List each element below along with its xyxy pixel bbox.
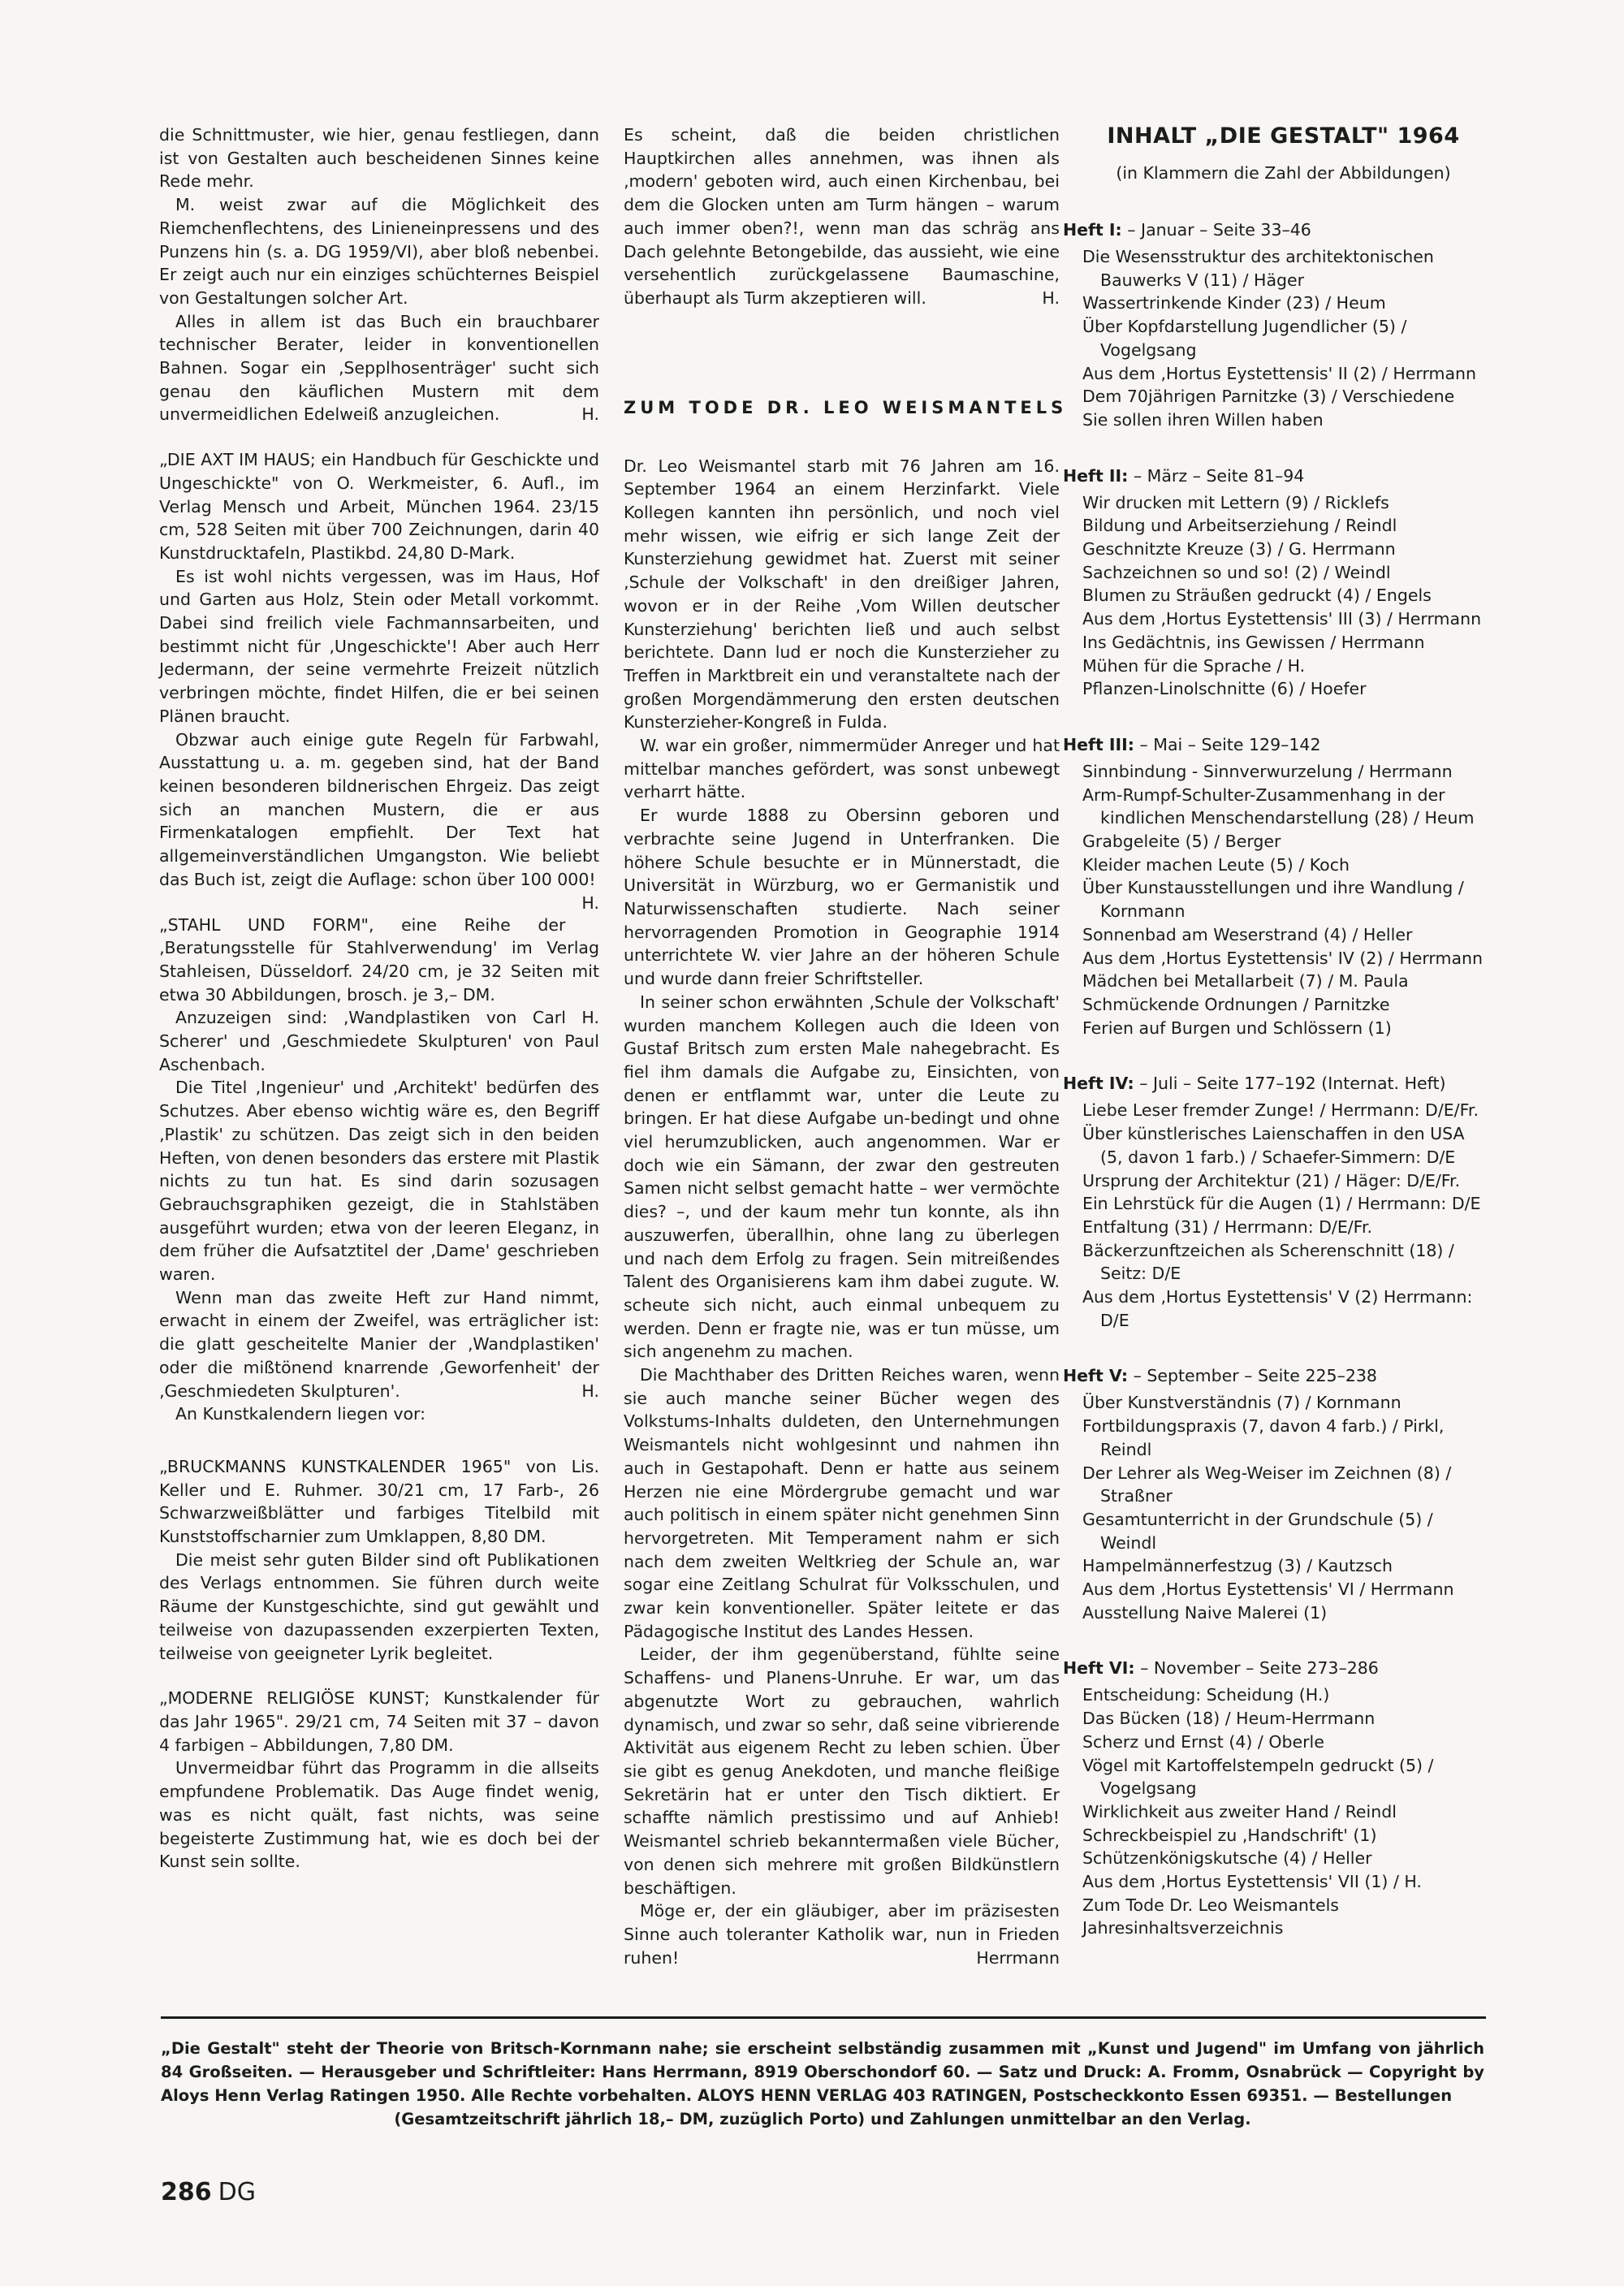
paragraph: Es scheint, daß die beiden christlichen Hauptkirchen alles annehmen, was ihnen als ‚modern' geboten wird, auch einen Kirchenbau, bei dem die Glocken unten am Turm hängen – warum auch immer oben?!, wenn man das schräg ans Dach gelehnte Betongebilde, das aussieht, wie eine versehentlich zurückgelassene Baumaschine, überhaupt als Turm akzeptieren will. H. bbox=[624, 123, 1060, 310]
toc-issue bbox=[1063, 733, 1484, 1039]
toc-issue-label: Heft II: bbox=[1063, 465, 1129, 486]
paragraph: Alles in allem ist das Buch ein brauchbarer technischer Berater, leider in konventionellen Bahnen. Sogar ein ‚Sepplhosenträger' sucht sich genau den käuflichen Mustern mit dem unvermeidlichen Edelweiß anzugleichen. H. bbox=[159, 310, 599, 427]
toc-issue-label: Heft V: bbox=[1063, 1366, 1129, 1386]
toc-item: Über Kunstverständnis (7) / Kornmann bbox=[1082, 1393, 1402, 1413]
toc-issue-label: Heft III: bbox=[1063, 734, 1134, 754]
toc-issue-info: – Januar – Seite 33–46 bbox=[1127, 220, 1311, 240]
toc-item: Aus dem ‚Hortus Eystettensis' III (3) / Herrmann bbox=[1082, 609, 1482, 629]
obituary-heading: ZUM TODE DR. LEO WEISMANTELS bbox=[624, 397, 1068, 417]
toc-item: Bäckerzunftzeichen als Scherenschnitt (18) / Seitz: D/E bbox=[1082, 1240, 1454, 1284]
paragraph: Anzuzeigen sind: ‚Wandplastiken von Carl H. Scherer' und ‚Geschmiedete Skulpturen' von Paul Aschenbach. bbox=[159, 1008, 599, 1074]
imprint-line: (Gesamtzeitschrift jährlich 18,– DM, zuzüglich Porto) und Zahlungen unmittelbar an den Verlag. bbox=[394, 2110, 1251, 2128]
toc-issue-heading bbox=[1063, 465, 1484, 488]
toc-item: Sinnbindung - Sinnverwurzelung / Herrmann bbox=[1082, 761, 1453, 781]
toc-issue-info: – November – Seite 273–286 bbox=[1140, 1658, 1379, 1679]
toc-item: Sonnenbad am Weserstrand (4) / Heller bbox=[1082, 924, 1413, 944]
toc-issue-list bbox=[1082, 1683, 1484, 1940]
toc-item: Dem 70jährigen Parnitzke (3) / Verschiedene bbox=[1082, 387, 1455, 407]
toc-item: Blumen zu Sträußen gedruckt (4) / Engels bbox=[1082, 586, 1432, 606]
review-entry: „MODERNE RELIGIÖSE KUNST; Kunstkalender für das Jahr 1965". 29/21 cm, 74 Seiten mit 37 – davon 4 farbigen – Abbildungen, 7,80 DM. bbox=[159, 1688, 599, 1755]
paragraph: Leider, der ihm gegenüberstand, fühlte seine Schaffens- und Planens-Unruhe. Er war, um das abgenutzte Wort zu gebrauchen, wahrlich dynamisch, und zwar so sehr, daß seine vibrierende Aktivität aus eigenem Recht zu leben schien. Über sie gibt es genug Anekdoten, und manche fleißige Sekretärin hat er unter den Tisch diktiert. Er schaffte nämlich prestissimo und auf Anhieb! Weismantel schrieb bekanntermaßen viele Bücher, von denen sich mehrere mit großen Bildkünstlern beschäftigen. bbox=[624, 1644, 1060, 1898]
paragraph: Dr. Leo Weismantel starb mit 76 Jahren am 16. September 1964 an einem Herzinfarkt. Viele Kollegen kannten ihn persönlich, und noch viel mehr wissen, wie eifrig er sich lange Zeit der Kunsterziehung gewidmet hat. Zuerst mit seiner ‚Schule der Volkschaft' in den dreißiger Jahren, wovon er in der Reihe ‚Vom Willen deutscher Kunsterziehung' berichten ließ und auch selbst berichtete. Dann lud er noch die Kunsterzieher zu Treffen in Marktbreit ein und veranstaltete nach der großen Morgendämmerung den ersten deutschen Kunsterzieher-Kongreß in Fulda. bbox=[624, 456, 1060, 732]
toc-issue bbox=[1063, 218, 1484, 432]
paragraph: Die meist sehr guten Bilder sind oft Publikationen des Verlags entnommen. Sie führen durch weite Räume der Kunstgeschichte, sind gut gewählt und teilweise von dazupassenden exzerpierten Texten, teilweise von geeigneter Lyrik begleitet. bbox=[159, 1549, 599, 1663]
toc-item: Entscheidung: Scheidung (H.) bbox=[1082, 1685, 1330, 1705]
toc-issue-list bbox=[1082, 760, 1484, 1039]
toc-item: Schützenkönigskutsche (4) / Heller bbox=[1082, 1848, 1372, 1869]
toc-issue-list bbox=[1082, 1099, 1484, 1332]
paragraph: Er wurde 1888 zu Obersinn geboren und verbrachte seine Jugend in Unterfranken. Die höhere Schule besuchte er in Münnerstadt, die Universität in Würzburg, wo er Germanistik und Naturwissenschaften studierte. Nach seiner hervorragenden Promotion in Geographie 1914 unterrichtete W. vier Jahre an der höheren Schule und wurde dann freier Schriftsteller. bbox=[624, 806, 1060, 989]
review-entry: „DIE AXT IM HAUS; ein Handbuch für Geschickte und Ungeschickte" von O. Werkmeister, 6. Aufl., im Verlag Mensch und Arbeit, München 1964. 23/15 cm, 528 Seiten mit über 700 Zeichnungen, darin 40 Kunstdrucktafeln, Plastikbd. 24,80 D-Mark. bbox=[159, 450, 599, 563]
toc-item: Zum Tode Dr. Leo Weismantels bbox=[1082, 1895, 1339, 1915]
paragraph: Es ist wohl nichts vergessen, was im Haus, Hof und Garten aus Holz, Stein oder Metall vorkommt. Dabei sind freilich viele Fachmannsarbeiten, und bestimmt nicht für ‚Ungeschickte'! Aber auch Herr Jedermann, der seine vermehrte Freizeit nützlich verbringen möchte, findet Hilfen, die er bei seinen Plänen braucht. bbox=[159, 566, 599, 726]
toc-title: INHALT „DIE GESTALT" 1964 bbox=[1107, 123, 1460, 149]
toc-item: Ins Gedächtnis, ins Gewissen / Herrmann bbox=[1082, 632, 1425, 652]
toc-item: Arm-Rumpf-Schulter-Zusammenhang in der kindlichen Menschendarstellung (28) / Heum bbox=[1082, 784, 1475, 828]
toc-item: Ein Lehrstück für die Augen (1) / Herrmann: D/E bbox=[1082, 1194, 1481, 1214]
toc-item: Über Kopfdarstellung Jugendlicher (5) / Vogelgsang bbox=[1082, 317, 1407, 360]
toc-item: Der Lehrer als Weg-Weiser im Zeichnen (8) / Straßner bbox=[1082, 1463, 1452, 1506]
toc-item: Aus dem ‚Hortus Eystettensis' II (2) / Herrmann bbox=[1082, 363, 1477, 383]
toc-item: Hampelmännerfestzug (3) / Kautzsch bbox=[1082, 1556, 1393, 1576]
toc-item: Aus dem ‚Hortus Eystettensis' VI / Herrmann bbox=[1082, 1579, 1454, 1600]
toc-issue-heading bbox=[1063, 1657, 1484, 1680]
column-obituary bbox=[624, 123, 1068, 1969]
toc-item: Liebe Leser fremder Zunge! / Herrmann: D/E/Fr. bbox=[1082, 1100, 1479, 1121]
paragraph: die Schnittmuster, wie hier, genau festliegen, dann ist von Gestalten auch bescheidenen Sinnes keine Rede mehr. bbox=[159, 125, 599, 192]
toc-issues bbox=[1063, 218, 1484, 1940]
toc-issue-info: – Juli – Seite 177–192 (Internat. Heft) bbox=[1139, 1074, 1446, 1094]
review-entry: „STAHL UND FORM", eine Reihe der ‚Beratungsstelle für Stahlverwendung' im Verlag Stahleisen, Düsseldorf. 24/20 cm, je 32 Seiten mit etwa 30 Abbildungen, brosch. je 3,– DM. bbox=[159, 914, 599, 1005]
toc-issue bbox=[1063, 1657, 1484, 1940]
toc-issue bbox=[1063, 1072, 1484, 1332]
paragraph: In seiner schon erwähnten ‚Schule der Volkschaft' wurden manchem Kollegen auch die Ideen von Gustaf Britsch zum ersten Male nahegebracht. Es fiel ihm damals die Aufgabe zu, Einsichten, von denen er entflammt war, unter die Leute zu bringen. Er hat diese Aufgabe un-bedingt und ohne viel herumzublicken, auch angenommen. War er doch wie ein Sämann, der zwar den gestreuten Samen nicht selbst gemacht hatte – wer vermöchte dies? –, und der kaum mehr tun konnte, als ihn auszuwerfen, überallhin, ohne lang zu überlegen und nach dem Erfolg zu fragen. Sein mitreißendes Talent des Organisierens kam ihm dabei zugute. W. scheute sich nicht, auch einmal unbequem zu werden. Denn er fragte nie, was er tun müsse, um sich angenehm zu machen. bbox=[624, 992, 1060, 1362]
toc-item: Schreckbeispiel zu ‚Handschrift' (1) bbox=[1082, 1825, 1377, 1845]
author-signature: Herrmann bbox=[976, 1947, 1060, 1968]
toc-item: Ferien auf Burgen und Schlössern (1) bbox=[1082, 1018, 1392, 1038]
paragraph: Obzwar auch einige gute Regeln für Farbwahl, Ausstattung u. a. m. gegeben sind, hat der Band keinen besonderen bildnerischen Ehrgeiz. Das zeigt sich an manchen Mustern, die er aus Firmenkatalogen empfiehlt. Der Text hat allgemeinverständlichen Umgangston. Wie beliebt das Buch ist, zeigt die Auflage: schon über 100 000! H. bbox=[159, 728, 599, 892]
toc-issue-label: Heft I: bbox=[1063, 220, 1122, 240]
toc-item: Pflanzen-Linolschnitte (6) / Hoefer bbox=[1082, 679, 1367, 699]
toc-issue-heading bbox=[1063, 1364, 1484, 1388]
toc-issue-info: – März – Seite 81–94 bbox=[1133, 465, 1305, 486]
toc-issue bbox=[1063, 1364, 1484, 1624]
paragraph: M. weist zwar auf die Möglichkeit des Riemchenflechtens, des Linieneinpressens und des Punzens hin (s. a. DG 1959/VI), aber bloß nebenbei. Er zeigt auch nur ein einziges schüchternes Beispiel von Gestaltungen solcher Art. bbox=[159, 195, 599, 308]
journal-abbrev: DG bbox=[218, 2178, 256, 2206]
toc-item: Sachzeichnen so und so! (2) / Weindl bbox=[1082, 562, 1391, 582]
toc-item: Ursprung der Architektur (21) / Häger: D/E/Fr. bbox=[1082, 1170, 1461, 1191]
page-number-value: 286 bbox=[161, 2178, 212, 2206]
toc-item: Bildung und Arbeitserziehung / Reindl bbox=[1082, 516, 1397, 536]
review-entry: „BRUCKMANNS KUNSTKALENDER 1965" von Lis. Keller und E. Ruhmer. 30/21 cm, 17 Farb-, 26 Schwarzweißblätter und farbiges Titelbild mit Kunststoffscharnier zum Umklappen, 8,80 DM. bbox=[159, 1456, 599, 1547]
imprint bbox=[161, 2037, 1484, 2131]
toc-item: Vögel mit Kartoffelstempeln gedruckt (5) / Vogelgsang bbox=[1082, 1755, 1434, 1799]
toc-item: Geschnitzte Kreuze (3) / G. Herrmann bbox=[1082, 539, 1396, 560]
toc-issue-info: – Mai – Seite 129–142 bbox=[1139, 734, 1321, 754]
toc-item: Mädchen bei Metallarbeit (7) / M. Paula bbox=[1082, 971, 1409, 992]
toc-item: Die Wesensstruktur des architektonischen Bauwerks V (11) / Häger bbox=[1082, 247, 1434, 290]
toc-item: Mühen für die Sprache / H. bbox=[1082, 655, 1306, 676]
toc-item: Aus dem ‚Hortus Eystettensis' IV (2) / Herrmann bbox=[1082, 948, 1484, 968]
paragraph: Unvermeidbar führt das Programm in die allseits empfundene Problematik. Das Auge findet wenig, was es nicht quält, fast nichts, was seine begeisterte Zustimmung hat, wie es doch bei der Kunst sein sollte. bbox=[159, 1758, 599, 1872]
toc-issue-label: Heft VI: bbox=[1063, 1658, 1135, 1679]
paragraph: Die Titel ‚Ingenieur' und ‚Architekt' bedürfen des Schutzes. Aber ebenso wichtig wäre es, den Begriff ‚Plastik' zu schützen. Das zeigt sich in den beiden Heften, von denen besonders das erstere mit Plastik nichts zu tun hat. Es sind darin sozusagen Gebrauchsgraphiken gezeigt, die in Stahlstäben ausgeführt wurden; etwa von der leeren Eleganz, in dem früher die Aufsatztitel der ‚Dame' geschrieben waren. bbox=[159, 1078, 599, 1285]
toc-issue-label: Heft IV: bbox=[1063, 1074, 1134, 1094]
imprint-line: „Die Gestalt" steht der Theorie von Britsch-Kornmann nahe; sie erscheint selbständig zusammen mit „Kunst und Jugend" im Umfang von jährlich 84 Großseiten. — Herausgeber und Schriftleiter: Hans Herrmann, 8919 Oberschondorf 60. — Satz und Druck: A. Fromm, Osnabrück — Copyright by Aloys Henn Verlag Ratingen 1950. Alle Rechte vorbehalten. ALOYS HENN VERLAG 403 RATINGEN, Postscheckkonto Essen 69351. — Bestellungen bbox=[161, 2039, 1484, 2105]
paragraph: Möge er, der ein gläubiger, aber im präzisesten Sinne auch toleranter Katholik war, nun in Frieden ruhen! Herrmann bbox=[624, 1899, 1060, 1969]
paragraph: An Kunstkalendern liegen vor: bbox=[175, 1404, 426, 1424]
toc-item: Kleider machen Leute (5) / Koch bbox=[1082, 854, 1350, 875]
toc-issue-list bbox=[1082, 491, 1484, 701]
toc-issue bbox=[1063, 465, 1484, 701]
toc-issue-heading bbox=[1063, 218, 1484, 242]
toc-item: Grabgeleite (5) / Berger bbox=[1082, 832, 1281, 852]
toc-item: Wir drucken mit Lettern (9) / Ricklefs bbox=[1082, 492, 1389, 512]
toc-item: Jahresinhaltsverzeichnis bbox=[1082, 1918, 1284, 1938]
toc-item: Fortbildungspraxis (7, davon 4 farb.) / Pirkl, Reindl bbox=[1082, 1416, 1445, 1459]
toc-issue-list bbox=[1082, 245, 1484, 432]
toc-item: Sie sollen ihren Willen haben bbox=[1082, 409, 1324, 430]
toc-item: Ausstellung Naive Malerei (1) bbox=[1082, 1602, 1328, 1623]
toc-item: Wassertrinkende Kinder (23) / Heum bbox=[1082, 293, 1386, 313]
divider-rule bbox=[161, 2016, 1486, 2019]
paragraph: Die Machthaber des Dritten Reiches waren, wenn sie auch manche seiner Bücher wegen des Volkstums-Inhalts duldeten, den Unternehmungen Weismantels nicht wohlgesinnt und nahmen ihn auch in Gestapohaft. Denn er hatte aus seinem Herzen nie eine Mördergrube gemacht und war auch politisch in einem später nicht genehmen Sinn hervorgetreten. Mit Temperament nahm er sich nach dem zweiten Weltkrieg der Schule an, war sogar eine Zeitlang Schulrat für Volksschulen, und zwar kein konventioneller. Später leitete er das Pädagogische Institut des Landes Hessen. bbox=[624, 1365, 1060, 1641]
author-signature: H. bbox=[1042, 287, 1060, 308]
toc-item: Aus dem ‚Hortus Eystettensis' V (2) Herrmann: D/E bbox=[1082, 1287, 1473, 1330]
toc-issue-heading bbox=[1063, 1072, 1484, 1095]
paragraph: W. war ein großer, nimmermüder Anreger und hat mittelbar manches gefördert, was sonst unbewegt verharrt hätte. bbox=[624, 736, 1060, 802]
toc-item: Scherz und Ernst (4) / Oberle bbox=[1082, 1731, 1324, 1752]
page-number bbox=[161, 2178, 256, 2206]
toc-issue-heading bbox=[1063, 733, 1484, 757]
toc-subtitle: (in Klammern die Zahl der Abbildungen) bbox=[1116, 163, 1451, 183]
paragraph: Wenn man das zweite Heft zur Hand nimmt, erwacht in einem der Zweifel, was erträglicher ist: die glatt gescheitelte Manier der ‚Wandplastiken' oder die mißtönend knarrende ‚Geworfenheit' der ‚Geschmiedeten Skulpturen'. H. bbox=[159, 1286, 599, 1403]
table-of-contents bbox=[1063, 123, 1484, 1973]
toc-issue-info: – September – Seite 225–238 bbox=[1133, 1366, 1377, 1386]
toc-item: Das Bücken (18) / Heum-Herrmann bbox=[1082, 1709, 1376, 1729]
toc-item: Schmückende Ordnungen / Parnitzke bbox=[1082, 994, 1390, 1014]
toc-item: Entfaltung (31) / Herrmann: D/E/Fr. bbox=[1082, 1216, 1373, 1237]
author-signature: H. bbox=[581, 404, 599, 425]
toc-item: Gesamtunterricht in der Grundschule (5) / Weindl bbox=[1082, 1509, 1433, 1553]
toc-issue-list bbox=[1082, 1391, 1484, 1624]
column-reviews bbox=[159, 123, 599, 1873]
toc-item: Aus dem ‚Hortus Eystettensis' VII (1) / H. bbox=[1082, 1872, 1422, 1892]
toc-item: Über künstlerisches Laienschaffen in den USA (5, davon 1 farb.) / Schaefer-Simmern: D/E bbox=[1082, 1124, 1465, 1167]
author-signature: H. bbox=[581, 1381, 599, 1401]
toc-item: Wirklichkeit aus zweiter Hand / Reindl bbox=[1082, 1801, 1397, 1821]
author-signature: H. bbox=[581, 892, 599, 913]
toc-item: Über Kunstausstellungen und ihre Wandlung / Kornmann bbox=[1082, 878, 1464, 922]
